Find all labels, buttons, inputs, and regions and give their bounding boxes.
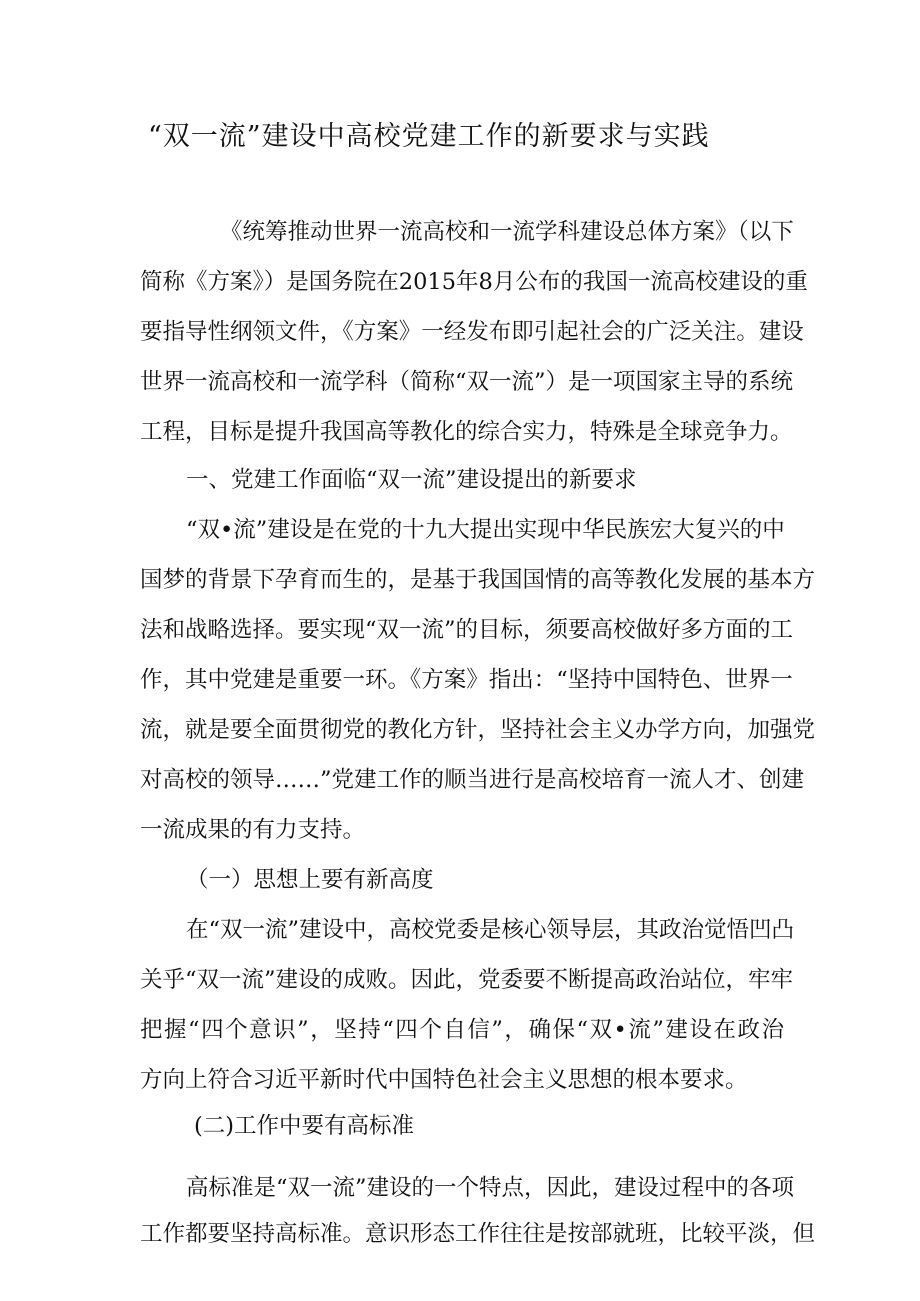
paragraph-line: 世界一流高校和一流学科（简称“双一流”）是一项国家主导的系统 xyxy=(140,369,794,395)
paragraph-line: “双•流”建设是在党的十九大提出实现中华民族宏大复兴的中 xyxy=(186,517,785,543)
paragraph-line: 流，就是要全面贯彻党的教化方针，坚持社会主义办学方向，加强党 xyxy=(140,717,816,743)
paragraph-line: 在“双一流”建设中，高校党委是核心领导层，其政治觉悟凹凸 xyxy=(186,917,795,943)
paragraph-line: 国梦的背景下孕育而生的，是基于我国国情的高等教化发展的基本方 xyxy=(140,567,816,593)
subsection-heading: (二)工作中要有高标准 xyxy=(194,1113,415,1139)
paragraph-line: 方向上符合习近平新时代中国特色社会主义思想的根本要求。 xyxy=(140,1067,748,1093)
paragraph-line: 对高校的领导……”党建工作的顺当进行是高校培育一流人才、创建 xyxy=(140,767,805,793)
paragraph-line: 《统筹推动世界一流高校和一流学科建设总体方案》（以下 xyxy=(220,219,794,245)
paragraph-line: 把握“四个意识”，坚持“四个自信”，确保“双•流”建设在政治 xyxy=(140,1017,784,1043)
subsection-heading: （一）思想上要有新高度 xyxy=(186,867,434,893)
paragraph-line: 要指导性纲领文件，《方案》一经发布即引起社会的广泛关注。建设 xyxy=(140,319,804,345)
paragraph-line: 一流成果的有力支持。 xyxy=(140,817,366,843)
section-heading: 一、党建工作面临“双一流”建设提出的新要求 xyxy=(186,467,637,493)
paragraph-line: 作，其中党建是重要一环。《方案》指出：“坚持中国特色、世界一 xyxy=(140,667,793,693)
paragraph-line: 关乎“双一流”建设的成败。因此，党委要不断提高政治站位，牢牢 xyxy=(140,967,794,993)
document-title: “双一流”建设中高校党建工作的新要求与实践 xyxy=(148,121,710,152)
paragraph-line: 工作都要坚持高标准。意识形态工作往往是按部就班，比较平淡，但 xyxy=(140,1221,816,1247)
paragraph-line: 高标准是“双一流”建设的一个特点，因此，建设过程中的各项 xyxy=(186,1175,795,1201)
paragraph-line: 工程，目标是提升我国高等教化的综合实力，特殊是全球竞争力。 xyxy=(140,419,793,445)
paragraph-line: 简称《方案》）是国务院在2015年8月公布的我国一流高校建设的重 xyxy=(140,269,808,295)
paragraph-line: 法和战略选择。要实现“双一流”的目标，须要高校做好多方面的工 xyxy=(140,617,794,643)
